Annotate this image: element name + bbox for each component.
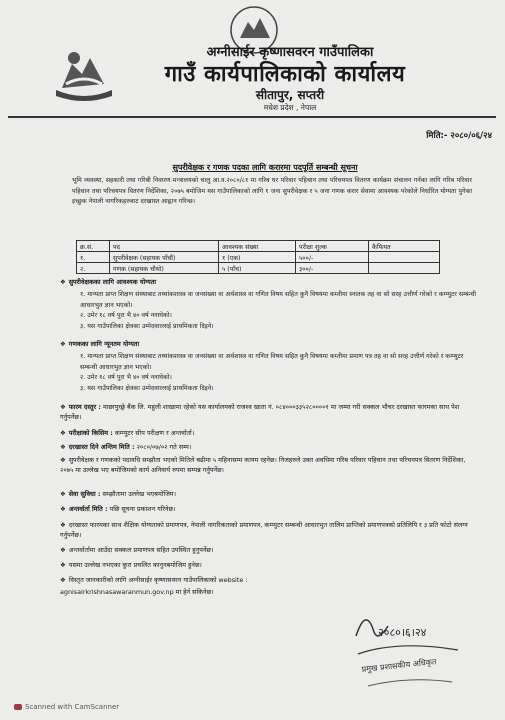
camscanner-icon <box>14 704 22 710</box>
cell-fee: ३००/- <box>296 263 369 274</box>
law-item: ❖ यसमा उल्लेख नभएका कुरा प्रचलित कानुनबमोजिम हुनेछ। <box>60 561 202 569</box>
bullet-icon: ❖ <box>60 429 66 437</box>
list-item: १. मान्यता प्राप्त शिक्षण संस्थाबाट तथ्यांकशास्त्र वा जनसंख्या वा अर्थशास्त्र वा गणित विषय सहित कुनै विषयमा कम्तीमा स्नातक तह वा सो सरह उत्तीर्ण गरेको र कम्प्युटर सम्बन्धी आधारभुत ज्ञान भएको। <box>80 291 476 309</box>
website-link[interactable]: agnisairkrishnasawaranmun.gov.np मा हेर्न सकिनेछ। <box>60 588 214 596</box>
table-header-row <box>77 241 440 252</box>
cell-serial: १. <box>77 252 110 263</box>
bullet-icon: ❖ <box>60 546 66 554</box>
section-supervisor-heading: ❖ सुपरीवेक्षकका लागि आवश्यक योग्यता <box>60 278 157 286</box>
notice-intro: भूमि व्यवस्था, सहकारी तथा गरिबी निवारण मन्त्रालयको चालु आ.व.२०८०/८१ मा गरिब घर परिवार पहिचान तथा परिचयपत्र वितरण कार्यक्रम संचालन गर्नका लागि गरिब परिवार पहिचान तथा परिचयपत्र वितरण निर्देशिका, २०७५ बमोजिम यस गाउँपालिकाको लागि १ जना सुपरीवेक्षक र ५ जना गणक करार सेवामा आवश्यक परेकोले निर्धारित योग्यता पुगेका इच्छुक नेपाली नागरिकहरुबाट दरखास्त आह्वान गरिन्छ। <box>72 177 472 205</box>
col-remarks: कैफियत <box>369 241 440 252</box>
duration-item: ❖ सुपरीवेक्षक र गणकको पदावधि सम्झौता भएको मितिले बढीमा ५ महिनासम्म कायम रहनेछ। निजहरुले उक्त अवधिमा गरिब परिवार पहिचान तथा परिचयपत्र वितरण निर्देशिका, २०७५ मा उल्लेख भए बमोजिमको कार्य अनिवार्य रुपमा सम्पन्न गर्नुपर्नेछ। <box>60 456 466 474</box>
header-divider <box>8 116 496 118</box>
documents-item: ❖ दरखास्त फारमका साथ शैक्षिक योग्यताको प्रमाणपत्र, नेपाली नागरिकताको प्रमाणपत्र, कम्प्युटर सम्बन्धी आधारभुत तालिम प्राप्तिको प्रमाणपत्रको प्रतिलिपि र ३ प्रति फोटो संलग्न गर्नुपर्नेछ। <box>60 521 468 539</box>
col-post: पद <box>110 241 219 252</box>
bullet-icon: ❖ <box>60 443 66 451</box>
municipality-name: अग्नीसाईर कृष्णासवरन गाउँपालिका <box>206 45 374 60</box>
cell-remarks <box>369 263 440 274</box>
notice-title: सुपरीवेक्षक र गणक पदका लागि करारमा पदपूर्ति सम्बन्धी सूचना <box>172 163 358 172</box>
list-item: २. उमेर १८ वर्ष पुरा भै ४० वर्ष ननाघेको। <box>80 374 172 381</box>
cell-fee: ५००/- <box>296 252 369 263</box>
bullet-icon: ❖ <box>60 505 66 513</box>
scanner-watermark: Scanned with CamScanner <box>14 703 214 711</box>
original-docs-item: ❖ अन्तर्वार्तामा आउँदा सक्कल प्रमाणपत्र सहित उपस्थित हुनुपर्नेछ। <box>60 546 214 554</box>
bullet-icon: ❖ <box>60 561 66 569</box>
info-item: ❖ विस्तृत जानकारीको लागि अग्नीसाईर कृष्णासवरन गाउँपालिकाको website : <box>60 576 248 584</box>
cell-post: गणक (सहायक चौथो) <box>110 263 219 274</box>
supervisor-requirements <box>80 290 480 332</box>
list-item: २. उमेर १८ वर्ष पुरा भै ४० वर्ष ननाघेको। <box>80 312 172 319</box>
cell-count: ५ (पाँच) <box>219 263 296 274</box>
bullet-icon: ❖ <box>60 576 66 584</box>
col-fee: परीक्षा शुल्क <box>296 241 369 252</box>
signature-stamp <box>348 596 466 696</box>
bullet-icon: ❖ <box>60 521 66 529</box>
bullet-icon: ❖ <box>60 456 66 464</box>
facility-item: ❖ सेवा सुविधा : सम्झौतामा उल्लेख भएबमोजिम। <box>60 490 177 498</box>
signature-title: प्रमुख प्रशासकीय अधिकृत <box>361 657 437 674</box>
bullet-icon: ❖ <box>60 403 66 411</box>
bullet-icon: ❖ <box>60 490 66 498</box>
list-item: १. मान्यता प्राप्त शिक्षण संस्थाबाट तथ्यांकशास्त्र वा जनसंख्या वा अर्थशास्त्र वा गणित विषय सहित कुनै विषयमा कम्तीमा प्रमाण पत्र तह वा सो सरह उत्तीर्ण गरेको र कम्प्युटर सम्बन्धी आधारभुत ज्ञान भएको। <box>80 353 464 371</box>
vacancy-table <box>76 240 440 274</box>
cell-serial: २. <box>77 263 110 274</box>
fee-item: ❖ फारम दस्तुर : माछापुच्छ्रे बैंक लि. महुली शाखामा रहेको यस कार्यालयको राजश्व खाता नं. ०८४०००३३५२८००००१ मा जम्मा गरी सक्कल भौचर दरखास्त फारमका साथ पेश गर्नुपर्नेछ। <box>60 403 460 421</box>
list-item: ३. यस गाउँपालिका क्षेत्रका उम्मेदवारलाई प्राथमिकता दिइने। <box>80 384 214 392</box>
table-row <box>77 252 440 263</box>
table-row <box>77 263 440 274</box>
col-serial: क्र.सं. <box>77 241 110 252</box>
signature-date: २०८०।६।२४ <box>378 626 427 639</box>
list-item: ३. यस गाउँपालिका क्षेत्रका उम्मेदवारलाई प्राथमिकता दिइने। <box>80 322 214 330</box>
cell-post: सुपरीवेक्षक (सहायक पाँचौं) <box>110 252 219 263</box>
office-title: गाउँ कार्यपालिकाको कार्यालय <box>164 62 406 87</box>
deadline-item: ❖ दरखास्त दिने अन्तिम मिति : २०८०/०७/०२ गते सम्म। <box>60 443 192 451</box>
government-emblem-logo <box>52 44 116 104</box>
cell-remarks <box>369 252 440 263</box>
notice-date: मिति:- २०८०/०६/२४ <box>426 131 492 141</box>
interview-date-item: ❖ अन्तर्वार्ता मिति : पछि सूचना प्रकाशन गरिनेछ। <box>60 505 176 513</box>
office-location: सीतापुर, सप्तरी <box>255 88 325 102</box>
col-count: आवश्यक संख्या <box>219 241 296 252</box>
cell-count: १ (एक) <box>219 252 296 263</box>
section-enumerator-heading: ❖ गणकका लागि न्यूनतम योग्यता <box>60 340 140 348</box>
exam-type-item: ❖ परीक्षाको किसिम : कम्प्युटर सीप परीक्षण र अन्तर्वार्ता। <box>60 429 195 437</box>
bullet-icon: ❖ <box>60 278 66 286</box>
bullet-icon: ❖ <box>60 340 66 348</box>
province-line: मधेश प्रदेश , नेपाल <box>263 103 317 112</box>
enumerator-requirements <box>80 352 480 394</box>
